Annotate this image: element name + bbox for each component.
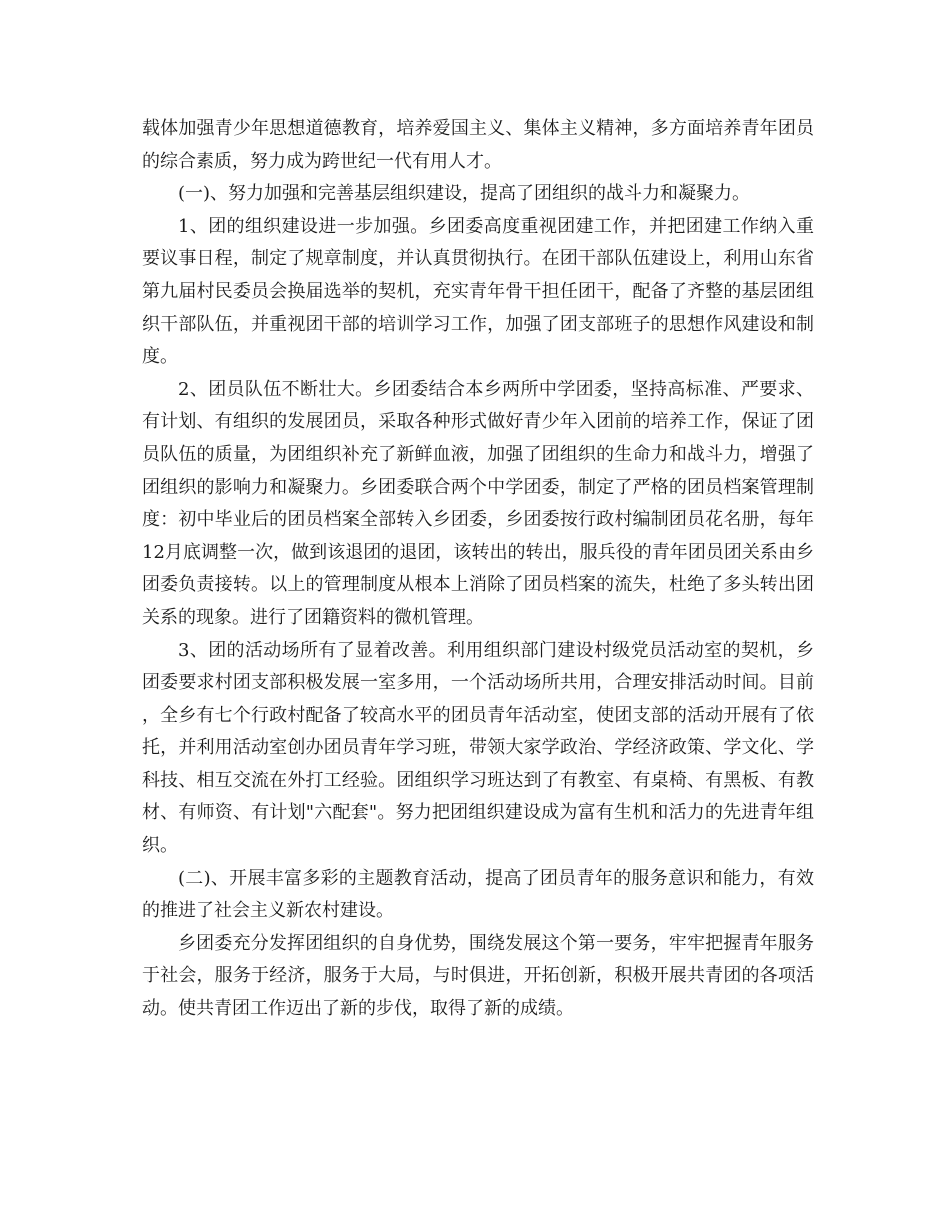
paragraph-section-2-heading: (二)、开展丰富多彩的主题教育活动，提高了团员青年的服务意识和能力，有效的推进了社会主义新农村建设。 <box>142 867 814 922</box>
paragraph-closing: 乡团委充分发挥团组织的自身优势，围绕发展这个第一要务，牢牢把握青年服务于社会，服务于经济，服务于大局，与时俱进，开拓创新，积极开展共青团的各项活动。使共青团工作迈出了新的步伐，取得了新的成绩。 <box>142 932 814 1020</box>
paragraph-item-3: 3、团的活动场所有了显着改善。利用组织部门建设村级党员活动室的契机，乡团委要求村团支部积极发展一室多用，一个活动场所共用，合理安排活动时间。目前，全乡有七个行政村配备了较高水平的团员青年活动室，使团支部的活动开展有了依托，并利用活动室创办团员青年学习班，带领大家学政治、学经济政策、学文化、学科技、相互交流在外打工经验。团组织学习班达到了有教室、有桌椅、有黑板、有教材、有师资、有计划"六配套"。努力把团组织建设成为富有生机和活力的先进青年组织。 <box>142 639 814 857</box>
paragraph-item-1: 1、团的组织建设进一步加强。乡团委高度重视团建工作，并把团建工作纳入重要议事日程，制定了规章制度，并认真贯彻执行。在团干部队伍建设上，利用山东省第九届村民委员会换届选举的契机，充实青年骨干担任团干，配备了齐整的基层团组织干部队伍，并重视团干部的培训学习工作，加强了团支部班子的思想作风建设和制度。 <box>142 215 814 368</box>
paragraph-section-1-heading: (一)、努力加强和完善基层组织建设，提高了团组织的战斗力和凝聚力。 <box>178 183 751 205</box>
paragraph-intro: 载体加强青少年思想道德教育，培养爱国主义、集体主义精神，多方面培养青年团员的综合素质，努力成为跨世纪一代有用人才。 <box>142 118 814 172</box>
paragraph-item-2: 2、团员队伍不断壮大。乡团委结合本乡两所中学团委，坚持高标准、严要求、有计划、有组织的发展团员，采取各种形式做好青少年入团前的培养工作，保证了团员队伍的质量，为团组织补充了新鲜血液，加强了团组织的生命力和战斗力，增强了团组织的影响力和凝聚力。乡团委联合两个中学团委，制定了严格的团员档案管理制度：初中毕业后的团员档案全部转入乡团委，乡团委按行政村编制团员花名册，每年12月底调整一次，做到该退团的退团，该转出的转出，服兵役的青年团员团关系由乡团委负责接转。以上的管理制度从根本上消除了团员档案的流失，杜绝了多头转出团关系的现象。进行了团籍资料的微机管理。 <box>142 378 814 628</box>
document-page <box>142 113 814 1026</box>
